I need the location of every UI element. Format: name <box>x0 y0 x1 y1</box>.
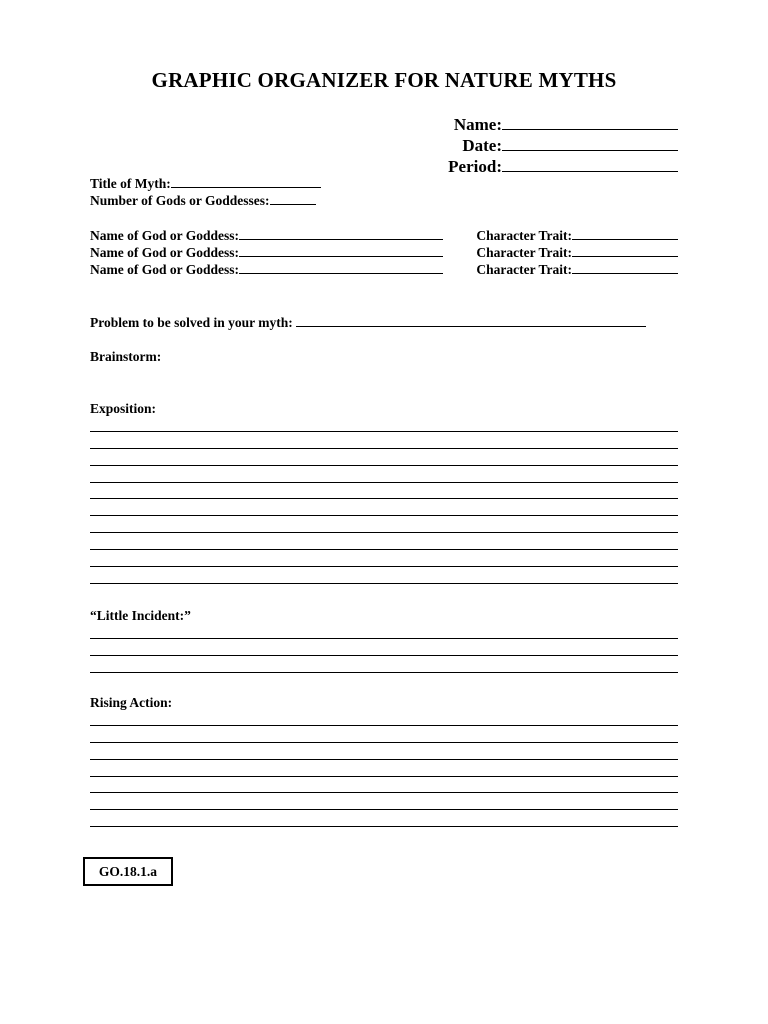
character-trait-blank[interactable] <box>572 227 678 240</box>
god-name-label: Name of God or Goddess: <box>90 262 240 277</box>
character-trait-blank[interactable] <box>572 244 678 257</box>
writing-line[interactable] <box>90 550 678 567</box>
number-of-gods-row <box>90 192 316 209</box>
god-name-blank[interactable] <box>239 261 443 274</box>
little-incident-label: “Little Incident:” <box>90 608 191 623</box>
name-label: Name: <box>453 115 502 134</box>
writing-line[interactable] <box>90 793 678 810</box>
title-of-myth-blank[interactable] <box>171 175 321 188</box>
name-row <box>448 114 678 135</box>
student-info-block <box>448 114 678 177</box>
writing-line[interactable] <box>90 726 678 743</box>
title-of-myth-label: Title of Myth: <box>90 176 171 191</box>
writing-line[interactable] <box>90 743 678 760</box>
name-blank[interactable] <box>502 114 678 130</box>
character-trait-field <box>476 227 678 244</box>
god-name-label: Name of God or Goddess: <box>90 228 240 243</box>
little-incident-writing-lines[interactable] <box>90 622 678 673</box>
rising-action-writing-lines[interactable] <box>90 709 678 827</box>
god-row <box>90 244 678 261</box>
writing-line[interactable] <box>90 639 678 656</box>
writing-line[interactable] <box>90 709 678 726</box>
writing-line[interactable] <box>90 415 678 432</box>
character-trait-field <box>476 244 678 261</box>
number-of-gods-label: Number of Gods or Goddesses: <box>90 193 270 208</box>
problem-row <box>90 314 646 331</box>
writing-line[interactable] <box>90 533 678 550</box>
god-name-blank[interactable] <box>239 244 443 257</box>
number-of-gods-blank[interactable] <box>270 192 316 205</box>
writing-line[interactable] <box>90 777 678 794</box>
character-trait-label: Character Trait: <box>476 228 572 243</box>
god-name-blank[interactable] <box>239 227 443 240</box>
date-row <box>448 135 678 156</box>
writing-line[interactable] <box>90 516 678 533</box>
exposition-writing-lines[interactable] <box>90 415 678 584</box>
writing-line[interactable] <box>90 432 678 449</box>
god-row <box>90 261 678 278</box>
writing-line[interactable] <box>90 483 678 500</box>
worksheet-title: GRAPHIC ORGANIZER FOR NATURE MYTHS <box>151 68 617 92</box>
date-label: Date: <box>462 136 502 155</box>
writing-line[interactable] <box>90 810 678 827</box>
god-row <box>90 227 678 244</box>
character-trait-field <box>476 261 678 278</box>
writing-line[interactable] <box>90 466 678 483</box>
writing-line[interactable] <box>90 656 678 673</box>
problem-blank[interactable] <box>296 314 646 327</box>
period-label: Period: <box>448 157 502 176</box>
writing-line[interactable] <box>90 449 678 466</box>
writing-line[interactable] <box>90 622 678 639</box>
date-blank[interactable] <box>502 135 678 151</box>
writing-line[interactable] <box>90 567 678 584</box>
god-name-label: Name of God or Goddess: <box>90 245 240 260</box>
writing-line[interactable] <box>90 499 678 516</box>
problem-label: Problem to be solved in your myth: <box>90 315 293 330</box>
exposition-label: Exposition: <box>90 401 157 416</box>
rising-action-label: Rising Action: <box>90 695 173 710</box>
character-trait-blank[interactable] <box>572 261 678 274</box>
brainstorm-label: Brainstorm: <box>90 349 162 364</box>
period-row <box>448 156 678 177</box>
character-trait-label: Character Trait: <box>476 245 572 260</box>
character-trait-label: Character Trait: <box>476 262 572 277</box>
writing-line[interactable] <box>90 760 678 777</box>
period-blank[interactable] <box>502 156 678 172</box>
form-code-box: GO.18.1.a <box>83 857 173 886</box>
title-of-myth-row <box>90 175 321 192</box>
